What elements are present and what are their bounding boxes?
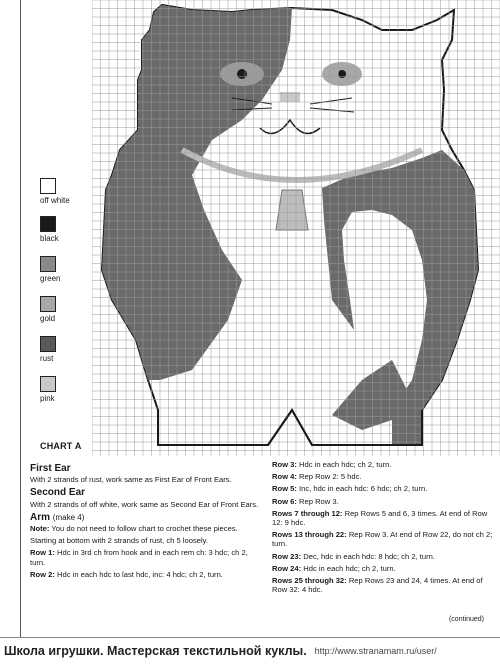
note-text: You do not need to follow chart to crochet these pieces. <box>51 524 238 534</box>
row-label: Row 6: <box>272 496 297 506</box>
row-text: Rep Rows 23 and 24, 4 times. At end of Row 32: 4 hdc. <box>272 576 483 595</box>
row-instruction <box>272 497 494 506</box>
arm-start: Starting at bottom with 2 strands of rust, ch 5 loosely. <box>30 536 208 546</box>
swatch-pink <box>40 376 56 392</box>
row-label: Rows 13 through 22: <box>272 530 347 540</box>
continued-note: (continued) <box>448 616 484 623</box>
legend-label: rust <box>40 354 54 363</box>
page-edge-line <box>20 0 21 663</box>
row-instruction <box>272 530 494 548</box>
row-instruction <box>272 460 494 469</box>
row-instruction <box>272 472 494 481</box>
instructions-right <box>272 460 494 597</box>
first-ear-text: With 2 strands of rust, work same as First Ear of Front Ears. <box>30 475 232 485</box>
legend-item <box>40 376 90 403</box>
arm-row-1 <box>30 548 265 566</box>
row-text: Dec, hdc in each hdc: 8 hdc; ch 2, turn. <box>303 551 435 561</box>
arm-heading-note: (make 4) <box>52 512 85 522</box>
legend-item <box>40 216 90 243</box>
row-label: Row 5: <box>272 484 297 494</box>
row-label: Row 23: <box>272 551 302 561</box>
row-text: Rep Rows 5 and 6, 3 times. At end of Row 12: 9 hdc. <box>272 508 488 528</box>
arm-heading-title: Arm <box>30 511 51 523</box>
footer-url: http://www.stranamam.ru/user/ <box>314 646 437 656</box>
left-eye <box>237 69 247 79</box>
row-instruction <box>272 552 494 561</box>
footer-text: Школа игрушки. Мастерская текстильной куклы. <box>4 644 307 658</box>
swatch-gold <box>40 296 56 312</box>
first-ear-heading: First Ear <box>30 463 71 474</box>
swatch-off-white <box>40 178 56 194</box>
row-text: Hdc in each hdc; ch 2, turn. <box>299 460 392 469</box>
arm-note <box>30 524 265 533</box>
row-instruction <box>272 509 494 527</box>
row-text: Rep Row 3. At end of Row 22, do not ch 2; turn. <box>272 530 493 549</box>
row-label: Row 1: <box>30 548 55 558</box>
legend-item <box>40 178 90 205</box>
instructions-left <box>30 460 265 582</box>
second-ear-heading: Second Ear <box>30 487 86 499</box>
row-label: Row 4: <box>272 472 297 482</box>
row-label: Rows 7 through 12: <box>272 508 343 518</box>
row-label: Row 2: <box>30 569 55 579</box>
legend-label: off white <box>40 196 70 205</box>
legend-item <box>40 256 90 283</box>
row-label: Row 24: <box>272 563 302 573</box>
arm-heading <box>30 513 265 522</box>
cat-chart <box>92 0 500 456</box>
second-ear-text: With 2 strands of off white, work same as Second Ear of Front Ears. <box>30 499 259 509</box>
legend-label: pink <box>40 394 55 403</box>
row-instruction <box>272 484 494 493</box>
arm-row-2 <box>30 570 265 579</box>
legend-item <box>40 336 90 363</box>
row-text: Hdc in each hdc; ch 2, turn. <box>303 563 396 573</box>
row-text: Rep Row 2: 5 hdc. <box>299 472 362 482</box>
bell <box>276 190 308 230</box>
row-instruction <box>272 564 494 573</box>
row-text: Rep Row 3. <box>299 496 339 506</box>
legend-label: green <box>40 274 61 283</box>
row-text: Hdc in 3rd ch from hook and in each rem ch: 3 hdc; ch 2, turn. <box>30 548 248 567</box>
swatch-green <box>40 256 56 272</box>
watermark-footer <box>0 637 500 664</box>
chart-label: CHART A <box>40 441 82 451</box>
legend-label: gold <box>40 314 56 323</box>
swatch-rust <box>40 336 56 352</box>
legend-item <box>40 296 90 323</box>
right-eye <box>338 70 346 78</box>
row-text: Inc, hdc in each hdc: 6 hdc; ch 2, turn. <box>299 484 428 494</box>
swatch-black <box>40 216 56 232</box>
cat-chart-graphic <box>92 0 500 456</box>
row-label: Row 3: <box>272 460 297 469</box>
row-instruction <box>272 576 494 594</box>
note-label: Note: <box>30 524 50 534</box>
legend-label: black <box>40 234 59 243</box>
row-text: Hdc in each hdc to last hdc, inc: 4 hdc; ch 2, turn. <box>57 569 223 579</box>
row-label: Rows 25 through 32: <box>272 576 347 586</box>
